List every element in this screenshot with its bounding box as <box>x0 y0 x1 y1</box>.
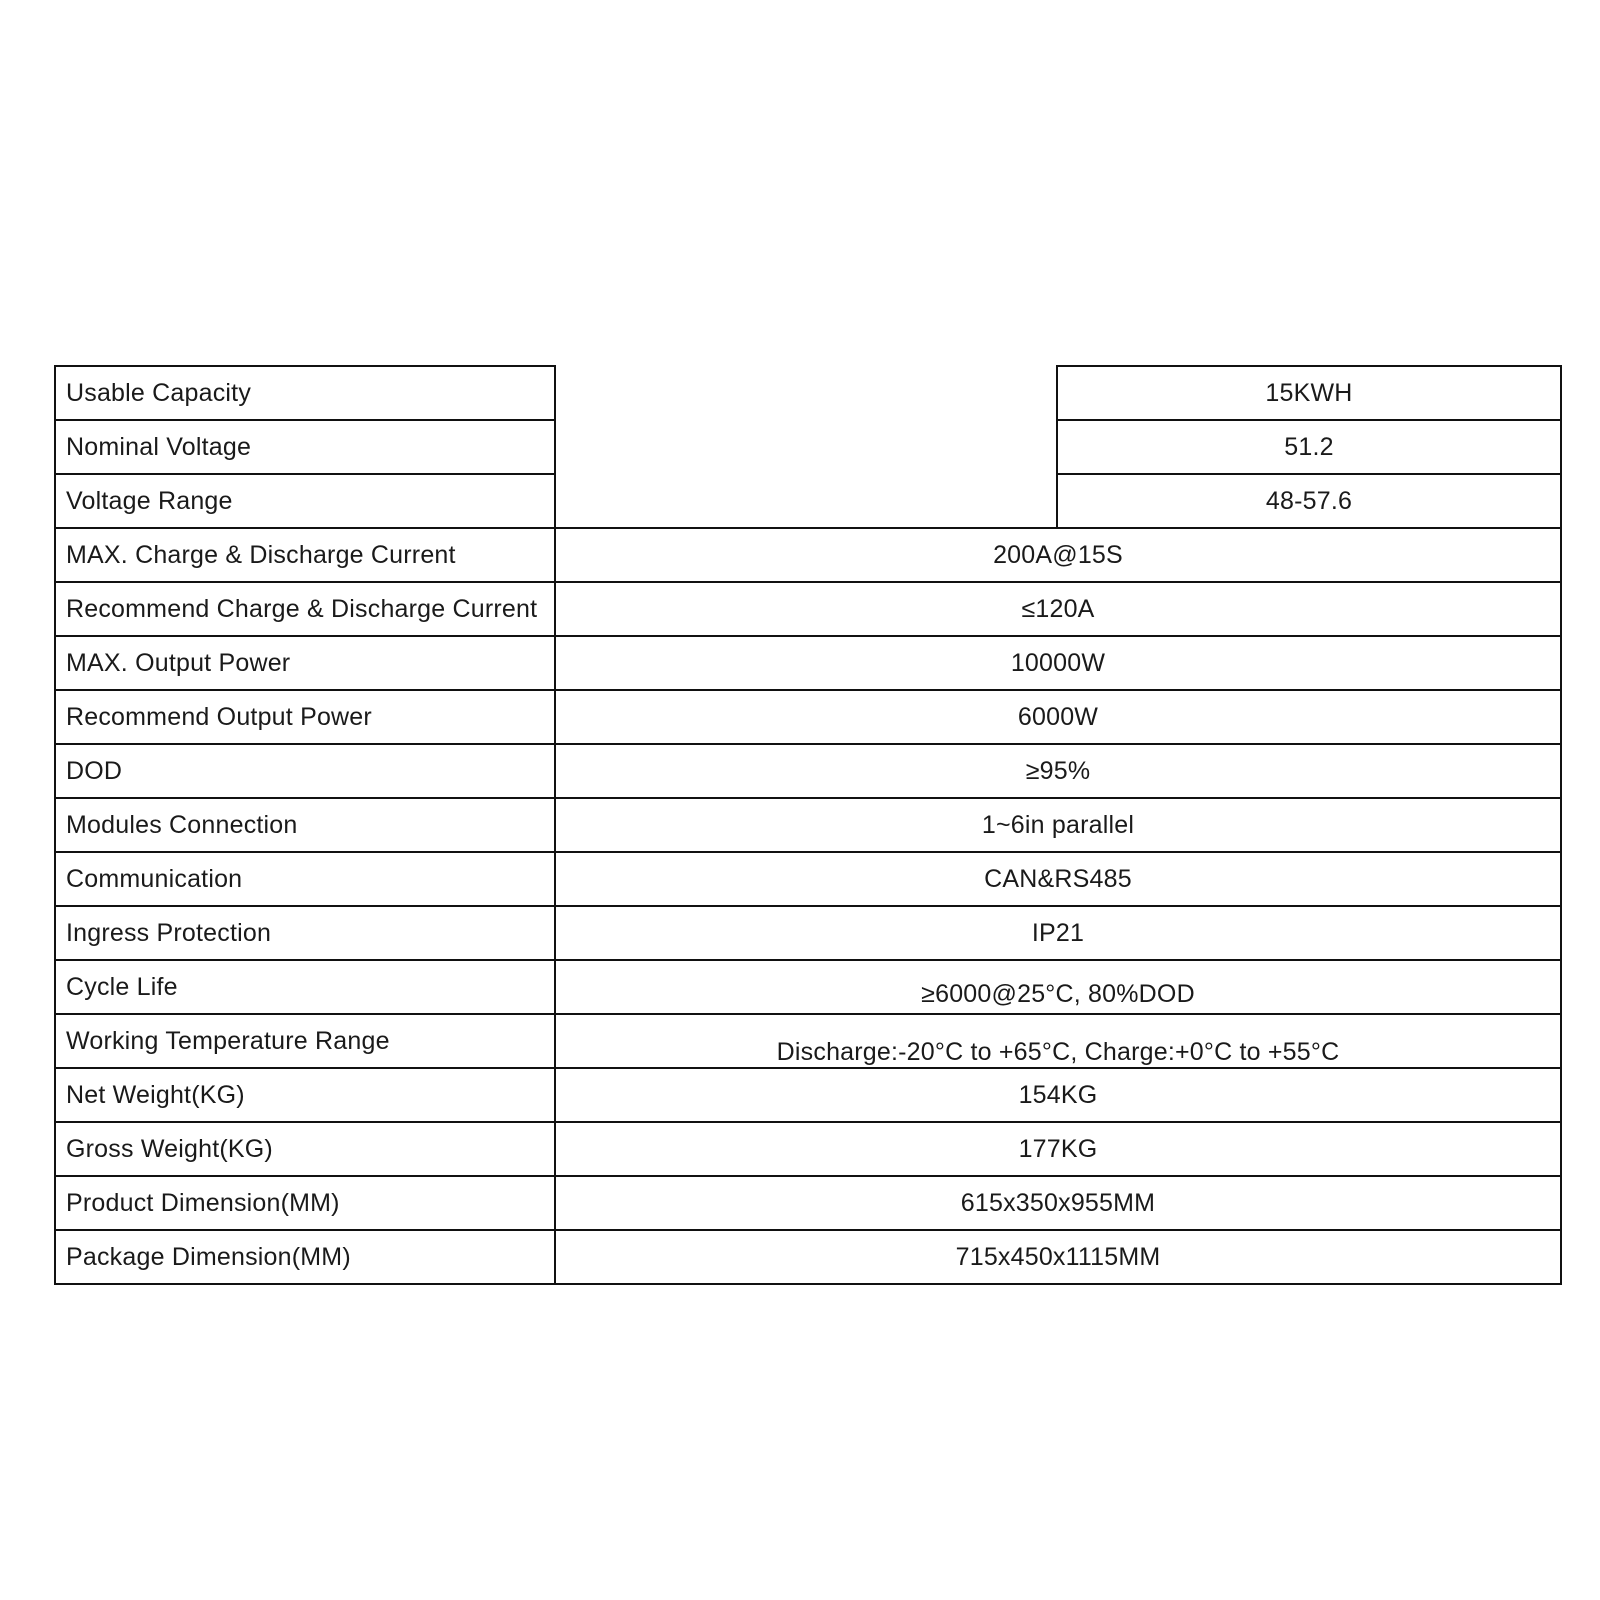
spec-label: Voltage Range <box>54 473 554 527</box>
spec-value: 48-57.6 <box>1056 473 1562 527</box>
spec-value: ≤120A <box>554 581 1562 635</box>
spec-label: MAX. Output Power <box>54 635 554 689</box>
spec-value: 615x350x955MM <box>554 1175 1562 1229</box>
table-row <box>54 1121 1562 1175</box>
spec-label: Recommend Output Power <box>54 689 554 743</box>
spec-value: 51.2 <box>1056 419 1562 473</box>
table-row <box>54 581 1562 635</box>
empty-cell <box>554 473 1056 527</box>
table-row <box>54 743 1562 797</box>
table-row <box>54 1067 1562 1121</box>
spec-value: Discharge:-20°C to +65°C, Charge:+0°C to +55°C <box>554 1013 1562 1067</box>
spec-value: 200A@15S <box>554 527 1562 581</box>
spec-label: Nominal Voltage <box>54 419 554 473</box>
spec-label: Working Temperature Range <box>54 1013 554 1067</box>
spec-label: Package Dimension(MM) <box>54 1229 554 1285</box>
spec-value: 154KG <box>554 1067 1562 1121</box>
spec-label: Usable Capacity <box>54 365 554 419</box>
spec-value: 10000W <box>554 635 1562 689</box>
table-row <box>54 1175 1562 1229</box>
table-row <box>54 635 1562 689</box>
table-row <box>54 905 1562 959</box>
spec-label: DOD <box>54 743 554 797</box>
table-row <box>54 797 1562 851</box>
spec-label: Communication <box>54 851 554 905</box>
spec-label: MAX. Charge & Discharge Current <box>54 527 554 581</box>
spec-label: Product Dimension(MM) <box>54 1175 554 1229</box>
spec-value: 715x450x1115MM <box>554 1229 1562 1285</box>
spec-label: Cycle Life <box>54 959 554 1013</box>
table-row <box>54 527 1562 581</box>
spec-value: 1~6in parallel <box>554 797 1562 851</box>
table-row <box>54 851 1562 905</box>
spec-label: Recommend Charge & Discharge Current <box>54 581 554 635</box>
table-row <box>54 473 1562 527</box>
spec-value: 6000W <box>554 689 1562 743</box>
table-row <box>54 959 1562 1013</box>
table-row <box>54 419 1562 473</box>
table-row <box>54 1013 1562 1067</box>
table-row <box>54 365 1562 419</box>
spec-table <box>54 365 1562 1283</box>
spec-label: Ingress Protection <box>54 905 554 959</box>
empty-cell <box>554 365 1056 419</box>
spec-value: CAN&RS485 <box>554 851 1562 905</box>
spec-label: Gross Weight(KG) <box>54 1121 554 1175</box>
table-row <box>54 689 1562 743</box>
spec-value: IP21 <box>554 905 1562 959</box>
spec-label: Net Weight(KG) <box>54 1067 554 1121</box>
spec-value: ≥6000@25°C, 80%DOD <box>554 959 1562 1013</box>
empty-cell <box>554 419 1056 473</box>
spec-value: 15KWH <box>1056 365 1562 419</box>
spec-value: 177KG <box>554 1121 1562 1175</box>
spec-label: Modules Connection <box>54 797 554 851</box>
table-row <box>54 1229 1562 1283</box>
spec-value: ≥95% <box>554 743 1562 797</box>
